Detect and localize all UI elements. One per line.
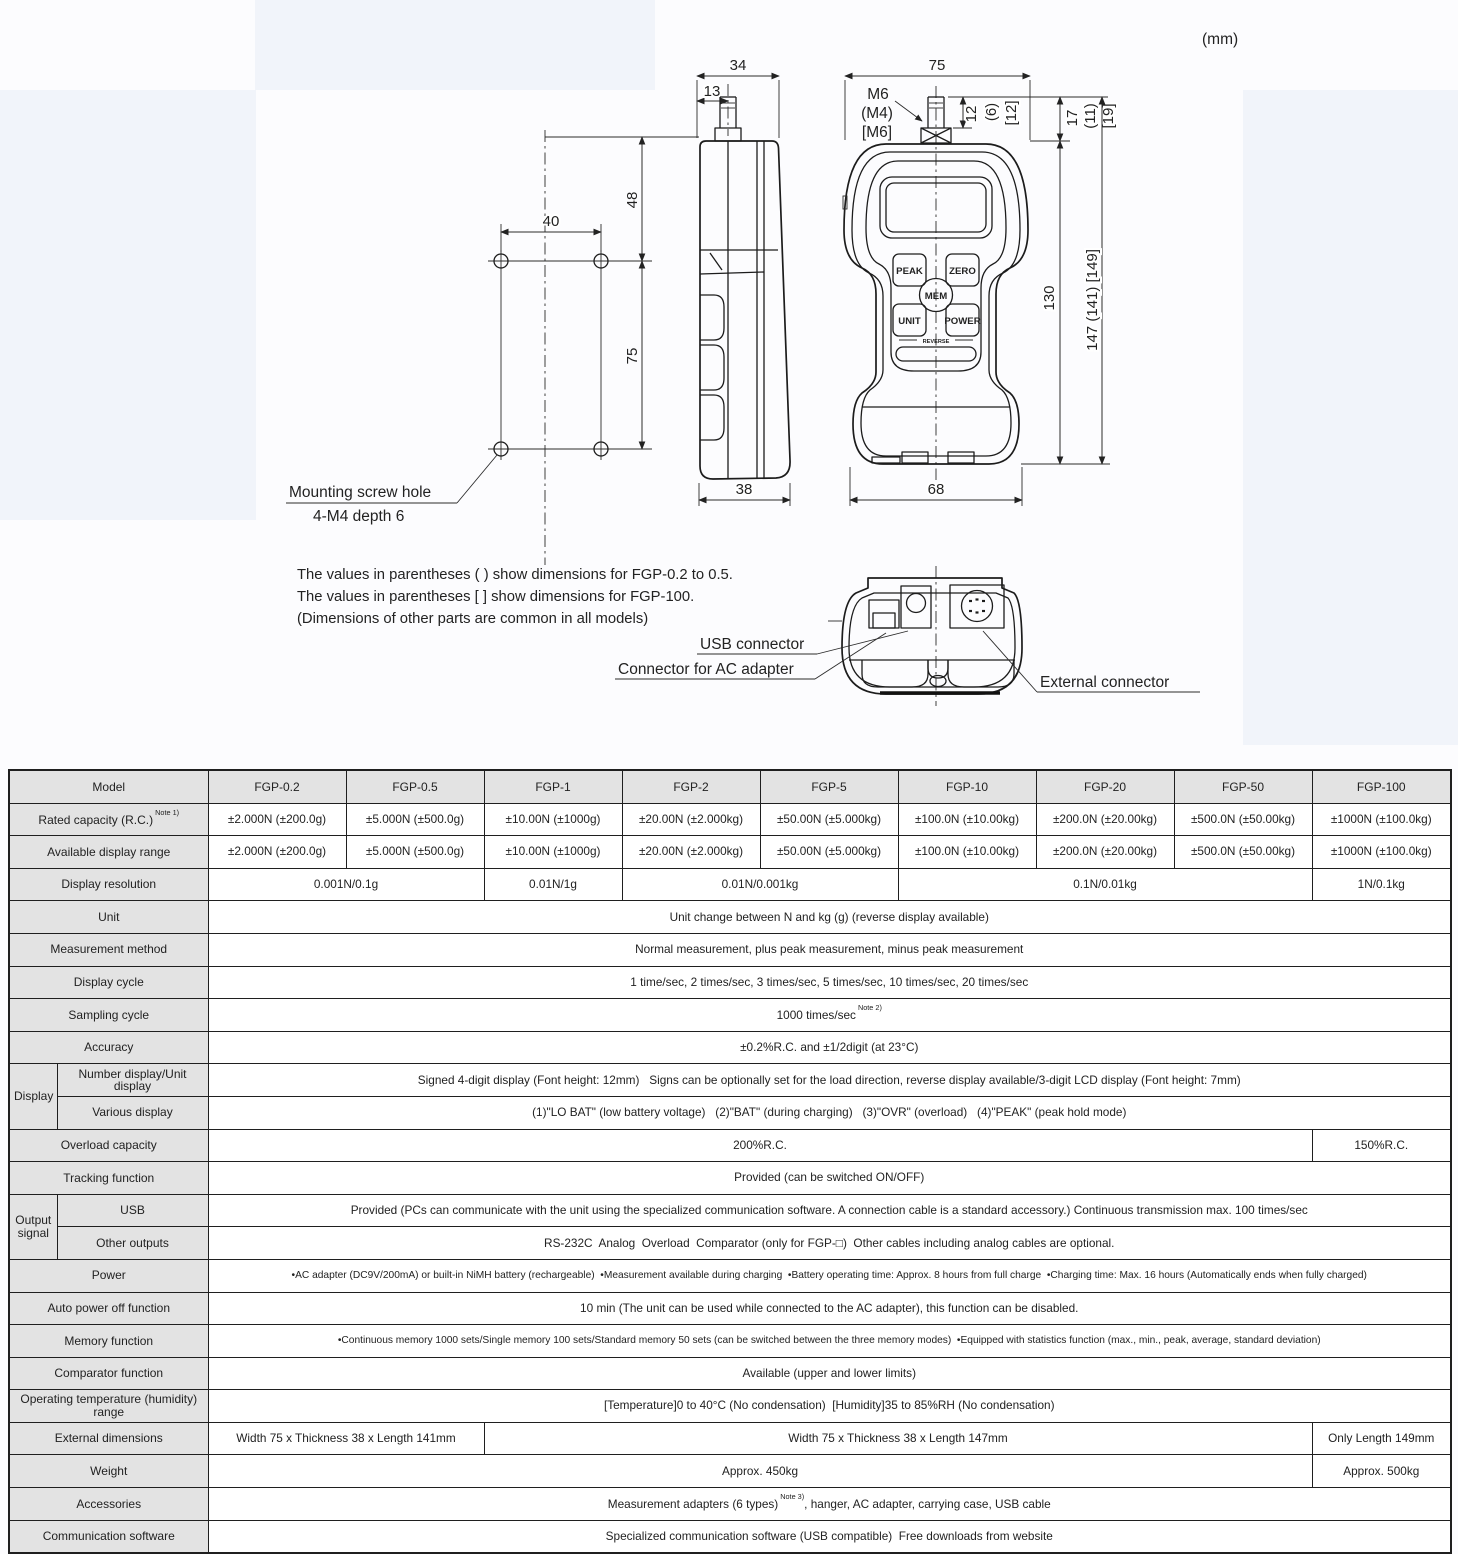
spec-table — [8, 769, 1452, 1554]
dim-hole-pitch: 75 — [624, 347, 641, 365]
cell: Signed 4-digit display (Font height: 12mm) Signs can be optionally set for the load direction, reverse display available/3-digit LCD display (Font height: 7mm) — [208, 1064, 1451, 1097]
cell: ±200.0N (±20.00kg) — [1036, 803, 1174, 836]
power-button-label: POWER — [944, 316, 981, 327]
dim-neck-paren: (11) — [1082, 103, 1099, 129]
col-header-fgp20: FGP-20 — [1036, 770, 1174, 803]
row-display-cycle — [9, 966, 1451, 999]
row-label: Communication software — [9, 1520, 208, 1553]
unit-button-label: UNIT — [898, 316, 921, 327]
dim-hole-span: 40 — [542, 213, 560, 230]
cell: ±200.0N (±20.00kg) — [1036, 836, 1174, 869]
cell: Available (upper and lower limits) — [208, 1357, 1451, 1390]
cell: ±20.00N (±2.000kg) — [622, 803, 760, 836]
row-rated-capacity — [9, 803, 1451, 836]
cell: ±100.0N (±10.00kg) — [898, 836, 1036, 869]
cell: Normal measurement, plus peak measurement, minus peak measurement — [208, 933, 1451, 966]
row-communication-software — [9, 1520, 1451, 1553]
row-number-display — [9, 1064, 1451, 1097]
dim-hole-top: 48 — [624, 191, 641, 209]
row-tracking-function — [9, 1162, 1451, 1195]
row-various-display — [9, 1096, 1451, 1129]
cell: ±5.000N (±500.0g) — [346, 836, 484, 869]
mounting-screw-hole-label: Mounting screw hole — [289, 484, 432, 501]
row-display-resolution — [9, 868, 1451, 901]
zero-button-label: ZERO — [949, 266, 976, 277]
cell: 200%R.C. — [208, 1129, 1312, 1162]
front-view — [843, 57, 1117, 506]
dim-shaft-offset: 13 — [703, 83, 721, 100]
cell: ±50.00N (±5.000kg) — [760, 836, 898, 869]
cell: 0.001N/0.1g — [208, 868, 484, 901]
row-label: Unit — [9, 901, 208, 934]
col-header-fgp5: FGP-5 — [760, 770, 898, 803]
dim-neck-brack: [19] — [1100, 103, 1117, 129]
mm-note: (mm) — [1202, 31, 1239, 48]
row-display-range — [9, 836, 1451, 869]
row-comparator-function — [9, 1357, 1451, 1390]
notes-block — [297, 567, 733, 627]
row-other-outputs — [9, 1227, 1451, 1260]
row-label: USB — [57, 1194, 208, 1227]
cell: [Temperature]0 to 40°C (No condensation) [Humidity]35 to 85%RH (No condensation) — [208, 1390, 1451, 1423]
note-line-1: The values in parentheses ( ) show dimensions for FGP-0.2 to 0.5. — [297, 567, 733, 583]
thread-label-m6: M6 — [867, 86, 889, 103]
mounting-hole-view — [286, 130, 699, 565]
dim-body-len: 130 — [1041, 285, 1058, 311]
row-label: Number display/Unit display — [57, 1064, 208, 1097]
side-view — [697, 57, 790, 506]
col-header-fgp100: FGP-100 — [1312, 770, 1451, 803]
dim-front-bottom: 68 — [927, 481, 945, 498]
note-line-3: (Dimensions of other parts are common in all models) — [297, 611, 649, 627]
cell: Provided (can be switched ON/OFF) — [208, 1162, 1451, 1195]
row-usb-output — [9, 1194, 1451, 1227]
cell: 1000 times/sec$^{Note 2)}$ — [208, 999, 1451, 1032]
cell: ±20.00N (±2.000kg) — [622, 836, 760, 869]
cell: 150%R.C. — [1312, 1129, 1451, 1162]
cell: •AC adapter (DC9V/200mA) or built-in NiMH battery (rechargeable) •Measurement available during charging •Battery operating time: Approx. 8 hours from full charge •Charging time: Max. 16 hours (Automatically ends when fully charged) — [208, 1259, 1451, 1292]
row-memory-function — [9, 1325, 1451, 1358]
row-label: Other outputs — [57, 1227, 208, 1260]
row-label: Memory function — [9, 1325, 208, 1358]
col-header-fgp02: FGP-0.2 — [208, 770, 346, 803]
row-auto-power-off — [9, 1292, 1451, 1325]
dim-top-width: 34 — [729, 57, 747, 74]
row-label: Auto power off function — [9, 1292, 208, 1325]
dim-shaft-len-brack: [12] — [1003, 100, 1020, 126]
row-accuracy — [9, 1031, 1451, 1064]
row-label: Available display range — [9, 836, 208, 869]
cell: 10 min (The unit can be used while connected to the AC adapter), this function can be disabled. — [208, 1292, 1451, 1325]
cell: 1N/0.1kg — [1312, 868, 1451, 901]
col-header-fgp05: FGP-0.5 — [346, 770, 484, 803]
row-label: Measurement method — [9, 933, 208, 966]
header-row — [9, 770, 1451, 803]
row-overload-capacity — [9, 1129, 1451, 1162]
cell: Approx. 500kg — [1312, 1455, 1451, 1488]
mem-button-label: MEM — [924, 291, 948, 302]
cell: ±50.00N (±5.000kg) — [760, 803, 898, 836]
dim-shaft-len: 12 — [963, 105, 980, 123]
cell: ±2.000N (±200.0g) — [208, 803, 346, 836]
row-label: Accuracy — [9, 1031, 208, 1064]
cell: Provided (PCs can communicate with the unit using the specialized communication software. A connection cable is a standard accessory.) Continuous transmission max. 100 times/sec — [208, 1194, 1451, 1227]
screw-holes — [494, 254, 608, 456]
cell: ±500.0N (±50.00kg) — [1174, 836, 1312, 869]
row-label: Sampling cycle — [9, 999, 208, 1032]
cell: ±10.00N (±1000g) — [484, 836, 622, 869]
cell: •Continuous memory 1000 sets/Single memory 100 sets/Standard memory 50 sets (can be switched between the three memory modes) •Equipped with statistics function (max., min., peak, average, standard deviation) — [208, 1325, 1451, 1358]
col-header-model: Model — [9, 770, 208, 803]
cell: 0.01N/0.001kg — [622, 868, 898, 901]
dim-front-width: 75 — [928, 57, 946, 74]
dim-shaft-len-paren: (6) — [983, 102, 1000, 122]
row-label: Display resolution — [9, 868, 208, 901]
cell: RS-232C Analog Overload Comparator (only for FGP-□) Other cables including analog cables are optional. — [208, 1227, 1451, 1260]
row-label: Tracking function — [9, 1162, 208, 1195]
cell: Measurement adapters (6 types)$^{Note 3)}$, hanger, AC adapter, carrying case, USB cable — [208, 1488, 1451, 1521]
row-operating-temperature — [9, 1390, 1451, 1423]
row-label: Power — [9, 1259, 208, 1292]
cell: Width 75 x Thickness 38 x Length 141mm — [208, 1422, 484, 1455]
dim-side-depth: 38 — [735, 481, 753, 498]
external-connector-label: External connector — [1040, 674, 1170, 691]
row-accessories — [9, 1488, 1451, 1521]
mounting-screw-spec-label: 4-M4 depth 6 — [313, 508, 405, 525]
dim-total-len: 147 (141) [149] — [1084, 249, 1101, 351]
row-label: Comparator function — [9, 1357, 208, 1390]
row-label: Accessories — [9, 1488, 208, 1521]
col-header-fgp1: FGP-1 — [484, 770, 622, 803]
cell: 1 time/sec, 2 times/sec, 3 times/sec, 5 times/sec, 10 times/sec, 20 times/sec — [208, 966, 1451, 999]
row-measurement-method — [9, 933, 1451, 966]
cell: 0.1N/0.01kg — [898, 868, 1312, 901]
ac-adapter-label: Connector for AC adapter — [618, 661, 794, 678]
row-sampling-cycle — [9, 999, 1451, 1032]
cell: Specialized communication software (USB compatible) Free downloads from website — [208, 1520, 1451, 1553]
row-label: Display cycle — [9, 966, 208, 999]
thread-label-m6b: [M6] — [861, 124, 893, 141]
cell: Width 75 x Thickness 38 x Length 147mm — [484, 1422, 1312, 1455]
row-label: External dimensions — [9, 1422, 208, 1455]
cell: Unit change between N and kg (g) (reverse display available) — [208, 901, 1451, 934]
dim-neck: 17 — [1064, 109, 1081, 127]
cell: 0.01N/1g — [484, 868, 622, 901]
row-power — [9, 1259, 1451, 1292]
cell: ±1000N (±100.0kg) — [1312, 803, 1451, 836]
row-external-dimensions — [9, 1422, 1451, 1455]
usb-connector-label: USB connector — [700, 636, 805, 653]
col-header-fgp10: FGP-10 — [898, 770, 1036, 803]
row-unit — [9, 901, 1451, 934]
row-label: Rated capacity (R.C.)$^{Note 1)}$ — [9, 803, 208, 836]
cell: (1)"LO BAT" (low battery voltage) (2)"BAT" (during charging) (3)"OVR" (overload) (4)"PEAK" (peak hold mode) — [208, 1096, 1451, 1129]
cell: ±10.00N (±1000g) — [484, 803, 622, 836]
thread-label-m4: (M4) — [861, 105, 893, 122]
col-header-fgp2: FGP-2 — [622, 770, 760, 803]
row-label: Weight — [9, 1455, 208, 1488]
group-label-display: Display — [9, 1064, 57, 1129]
row-label: Overload capacity — [9, 1129, 208, 1162]
col-header-fgp50: FGP-50 — [1174, 770, 1312, 803]
row-label: Operating temperature (humidity) range — [9, 1390, 208, 1423]
cell: ±100.0N (±10.00kg) — [898, 803, 1036, 836]
cell: Approx. 450kg — [208, 1455, 1312, 1488]
usb-connector — [901, 586, 931, 628]
group-label-output-signal: Output signal — [9, 1194, 57, 1259]
row-label: Various display — [57, 1096, 208, 1129]
cell: ±1000N (±100.0kg) — [1312, 836, 1451, 869]
reverse-label: REVERSE — [922, 339, 950, 345]
bottom-connector-view — [615, 566, 1200, 706]
cell: ±500.0N (±50.00kg) — [1174, 803, 1312, 836]
dimensional-drawing — [0, 0, 1458, 758]
cell: ±0.2%R.C. and ±1/2digit (at 23°C) — [208, 1031, 1451, 1064]
note-line-2: The values in parentheses [ ] show dimensions for FGP-100. — [297, 589, 695, 605]
cell: ±2.000N (±200.0g) — [208, 836, 346, 869]
cell: Only Length 149mm — [1312, 1422, 1451, 1455]
peak-button-label: PEAK — [896, 266, 923, 277]
row-weight — [9, 1455, 1451, 1488]
cell: ±5.000N (±500.0g) — [346, 803, 484, 836]
button-panel — [893, 254, 981, 361]
